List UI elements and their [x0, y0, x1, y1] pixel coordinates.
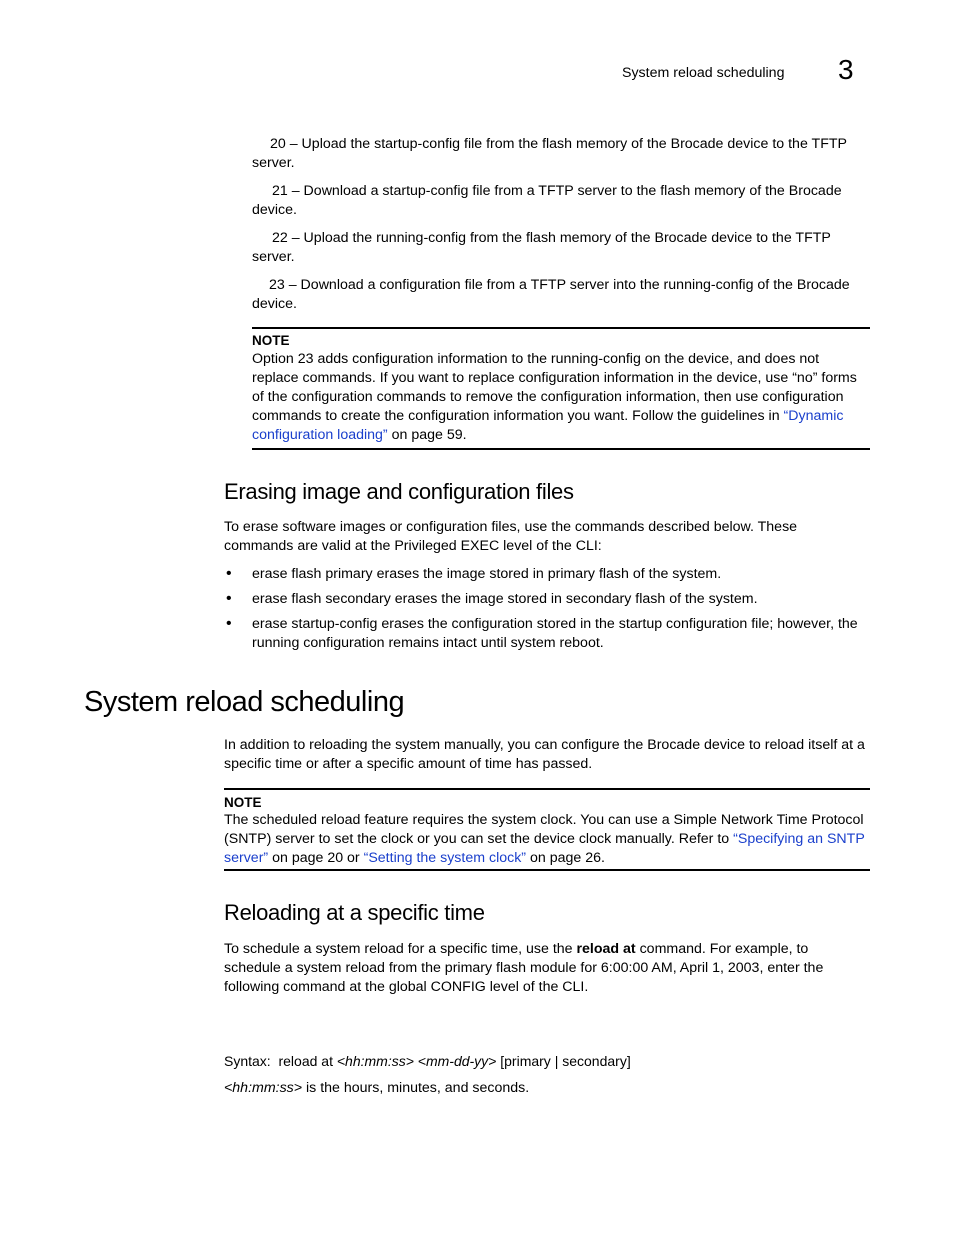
erase-intro: To erase software images or configuration files, use the commands described below. These commands are valid at the Privileged EXEC level of the CLI:	[224, 519, 798, 554]
note-label: NOTE	[224, 795, 262, 810]
option-22: 22 – Upload the running-config from the flash memory of the Brocade device to the TFTP server.	[252, 230, 831, 265]
note-body: Option 23 adds configuration information to the running-config on the device, and does not replace commands. If you want to replace configuration information in the device, use “no” forms of the configuration commands to remove the configuration information, then use configuration commands to create the configuration information you want. Follow the guidelines in “Dynamic configuration loading” on page 59.	[252, 351, 857, 443]
param-hh-mm-ss: <hh:mm:ss> is the hours, minutes, and seconds.	[224, 1080, 530, 1096]
note-system-clock	[224, 794, 870, 868]
note-bottom-rule	[224, 869, 870, 871]
option-21: 21 – Download a startup-config file from a TFTP server to the flash memory of the Brocade device.	[252, 183, 842, 218]
command-reload-at: reload at	[576, 941, 636, 957]
note-label: NOTE	[252, 333, 290, 348]
heading-reloading-specific-time: Reloading at a specific time	[224, 900, 485, 925]
note-option-23	[252, 332, 864, 445]
reload-intro: In addition to reloading the system manually, you can configure the Brocade device to reload itself at a specific time or after a specific amount of time has passed.	[224, 737, 865, 772]
list-item: • erase startup-config erases the configuration stored in the startup configuration file; however, the running configuration remains intact until system reboot.	[226, 615, 858, 651]
option-23: 23 – Download a configuration file from a TFTP server into the running-config of the Brocade device.	[252, 277, 850, 312]
erase-command-list	[226, 565, 870, 653]
specific-intro: To schedule a system reload for a specific time, use the reload at command. For example, to schedule a system reload from the primary flash module for 6:00:00 AM, April 1, 2003, enter the following command at the global CONFIG level of the CLI.	[224, 941, 824, 995]
option-20: 20 – Upload the startup-config file from the flash memory of the Brocade device to the TFTP server.	[252, 136, 847, 171]
list-item: • erase flash primary erases the image stored in primary flash of the system.	[226, 565, 722, 582]
note-top-rule	[224, 788, 870, 790]
syntax-line: Syntax: reload at <hh:mm:ss> <mm-dd-yy> [primary | secondary]	[224, 1053, 631, 1069]
link-setting-system-clock[interactable]: “Setting the system clock”	[363, 850, 527, 866]
option-list	[252, 135, 870, 314]
list-item: • erase flash secondary erases the image stored in secondary flash of the system.	[226, 590, 758, 607]
note-body: The scheduled reload feature requires the system clock. You can use a Simple Network Time Protocol (SNTP) server to set the clock or you can set the device clock manually. Refer to “Specifying an SNTP server” on page 20 or “Setting the system clock” on page 26.	[224, 812, 865, 866]
chapter-number: 3	[838, 54, 854, 85]
heading-erasing-files: Erasing image and configuration files	[224, 479, 574, 504]
link-specifying-sntp-server[interactable]: “Specifying an SNTP server”	[224, 831, 865, 866]
running-header: System reload scheduling	[622, 65, 785, 81]
note-bottom-rule	[252, 448, 870, 450]
heading-system-reload-scheduling: System reload scheduling	[84, 686, 405, 718]
link-dynamic-configuration-loading[interactable]: “Dynamic configuration loading”	[252, 408, 844, 443]
note-top-rule	[252, 327, 870, 329]
